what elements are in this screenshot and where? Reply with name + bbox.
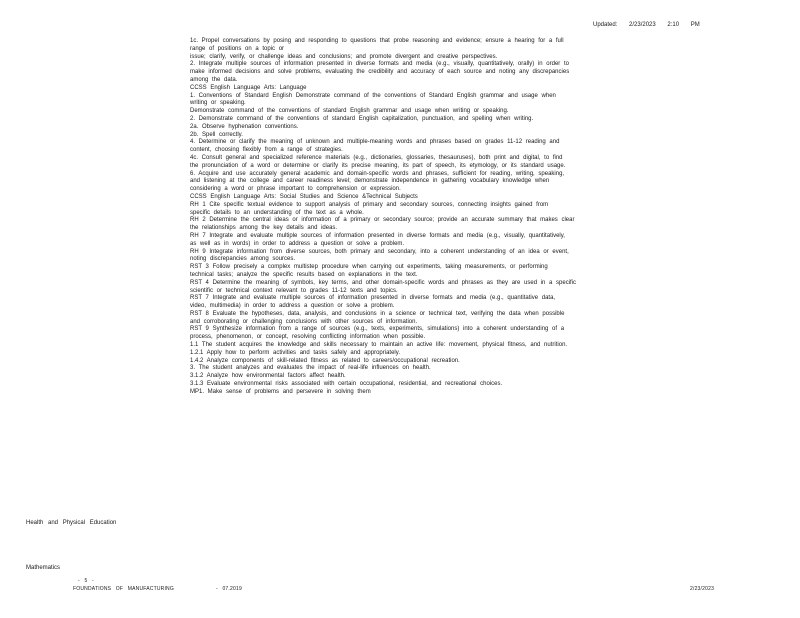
text-line: process, phenomenon, or concept, resolving conflicting information when possible.: [190, 334, 426, 341]
text-line: 4c. Consult general and specialized reference materials (e.g., dictionaries, glossaries, thesauruses), both print and digital, to find: [190, 154, 563, 161]
text-line: and corroborating or challenging conclusions with other sources of information.: [190, 318, 418, 325]
text-line: range of positions on a topic or: [190, 45, 285, 52]
text-line: the pronunciation of a word or determine or clarify its precise meaning, its part of speech, its etymology, or its standard usage.: [190, 162, 566, 169]
updated-time: 2:10: [667, 22, 680, 28]
text-line: RH 7 Integrate and evaluate multiple sources of information presented in diverse formats and media (e.g., visually, quantitatively,: [190, 232, 565, 239]
text-line: specific details to an understanding of the text as a whole.: [190, 209, 364, 216]
sidebar-health-label: Health and Physical Education: [26, 520, 117, 526]
text-line: 2. Integrate multiple sources of information presented in diverse formats and media (e.g., visually, quantitatively, orally) in order to: [190, 61, 569, 68]
text-line: 1.2.1 Apply how to perform activities and tasks safely and appropriately.: [190, 349, 400, 356]
text-line: CCSS English Language Arts: Social Studies and Science &Technical Subjects: [190, 193, 418, 200]
text-line: 1.1 The student acquires the knowledge and skills necessary to maintain an active life: movement, physical fitness, and nutrition.: [190, 342, 568, 349]
text-line: among the data.: [190, 76, 238, 83]
text-line: 3.1.3 Evaluate environmental risks associated with certain occupational, residential, and recreational choices.: [190, 381, 503, 388]
page-header: [593, 22, 708, 28]
text-line: Demonstrate command of the conventions of standard English grammar and usage when writing or speaking.: [190, 108, 509, 115]
text-line: scientific or technical context relevant to grades 11-12 texts and topics.: [190, 287, 398, 294]
text-line: as well as in words) in order to address a question or solve a problem.: [190, 240, 405, 247]
text-line: 1c. Propel conversations by posing and responding to questions that probe reasoning and evidence; ensure a hearing for a full: [190, 38, 564, 44]
text-line: considering a word or phrase important to comprehension or expression.: [190, 186, 401, 193]
text-line: CCSS English Language Arts: Language: [190, 84, 307, 91]
updated-date: 2/23/2023: [629, 22, 656, 28]
text-line: RST 8 Evaluate the hypotheses, data, analysis, and conclusions in a science or technical text, verifying the data when possible: [190, 310, 565, 317]
text-line: 6. Acquire and use accurately general academic and domain-specific words and phrases, sufficient for reading, writing, speaking,: [190, 170, 565, 177]
text-line: 2a. Observe hyphenation conventions.: [190, 123, 299, 130]
text-line: RH 1 Cite specific textual evidence to support analysis of primary and secondary sources, connecting insights gained from: [190, 201, 549, 208]
text-line: technical tasks; analyze the specific results based on explanations in the text.: [190, 271, 418, 278]
sidebar-math-label: Mathematics: [26, 565, 61, 571]
text-line: 3. The student analyzes and evaluates the impact of real-life influences on health.: [190, 365, 431, 372]
text-line: 4. Determine or clarify the meaning of unknown and multiple-meaning words and phrases based on grades 11-12 reading and: [190, 139, 560, 146]
text-line: 1.4.2 Analyze components of skill-related fitness as related to careers/occupational recreation.: [190, 357, 460, 364]
text-line: RST 7 Integrate and evaluate multiple sources of information presented in diverse formats and media (e.g., quantitative data,: [190, 295, 556, 302]
footer-version: - 07.2019: [216, 586, 242, 592]
text-line: 2. Demonstrate command of the conventions of standard English capitalization, punctuation, and spelling when writing.: [190, 115, 534, 122]
text-line: noting discrepancies among sources.: [190, 256, 296, 263]
updated-label: Updated:: [593, 22, 618, 28]
standards-body-text: [190, 38, 750, 397]
text-line: RST 3 Follow precisely a complex multistep procedure when carrying out experiments, taking measurements, or performing: [190, 264, 548, 271]
text-line: make informed decisions and solve problems, evaluating the credibility and accuracy of each source and noting any discrepancies: [190, 69, 570, 76]
text-line: MP1. Make sense of problems and persevere in solving them: [190, 388, 371, 395]
text-line: content, choosing flexibly from a range of strategies.: [190, 147, 343, 154]
text-line: video, multimedia) in order to address a question or solve a problem.: [190, 303, 395, 310]
updated-ampm: PM: [690, 22, 700, 28]
text-line: 1. Conventions of Standard English Demonstrate command of the conventions of Standard English grammar and usage when: [190, 92, 556, 99]
text-line: RST 4 Determine the meaning of symbols, key terms, and other domain-specific words and phrases as they are used in a specific: [190, 279, 577, 286]
footer-page-number: - 5 -: [78, 578, 94, 584]
footer-title: FOUNDATIONS OF MANUFACTURING: [73, 586, 174, 592]
text-line: RH 2 Determine the central ideas or information of a primary or secondary source; provide an accurate summary that makes clear: [190, 217, 575, 224]
text-line: writing or speaking.: [190, 100, 246, 107]
text-line: RH 9 Integrate information from diverse sources, both primary and secondary, into a coherent understanding of an idea or event,: [190, 248, 569, 255]
text-line: issue; clarify, verify, or challenge ideas and conclusions; and promote divergent and creative perspectives.: [190, 53, 498, 60]
text-line: RST 9 Synthesize information from a range of sources (e.g., texts, experiments, simulations) into a coherent understanding of a: [190, 326, 565, 333]
text-line: 3.1.2 Analyze how environmental factors affect health.: [190, 373, 346, 380]
text-line: the relationships among the key details and ideas.: [190, 225, 338, 232]
text-line: 2b. Spell correctly.: [190, 131, 243, 138]
footer-date: 2/23/2023: [690, 586, 715, 592]
text-line: and listening at the college and career readiness level; demonstrate independence in gathering vocabulary knowledge when: [190, 178, 550, 185]
